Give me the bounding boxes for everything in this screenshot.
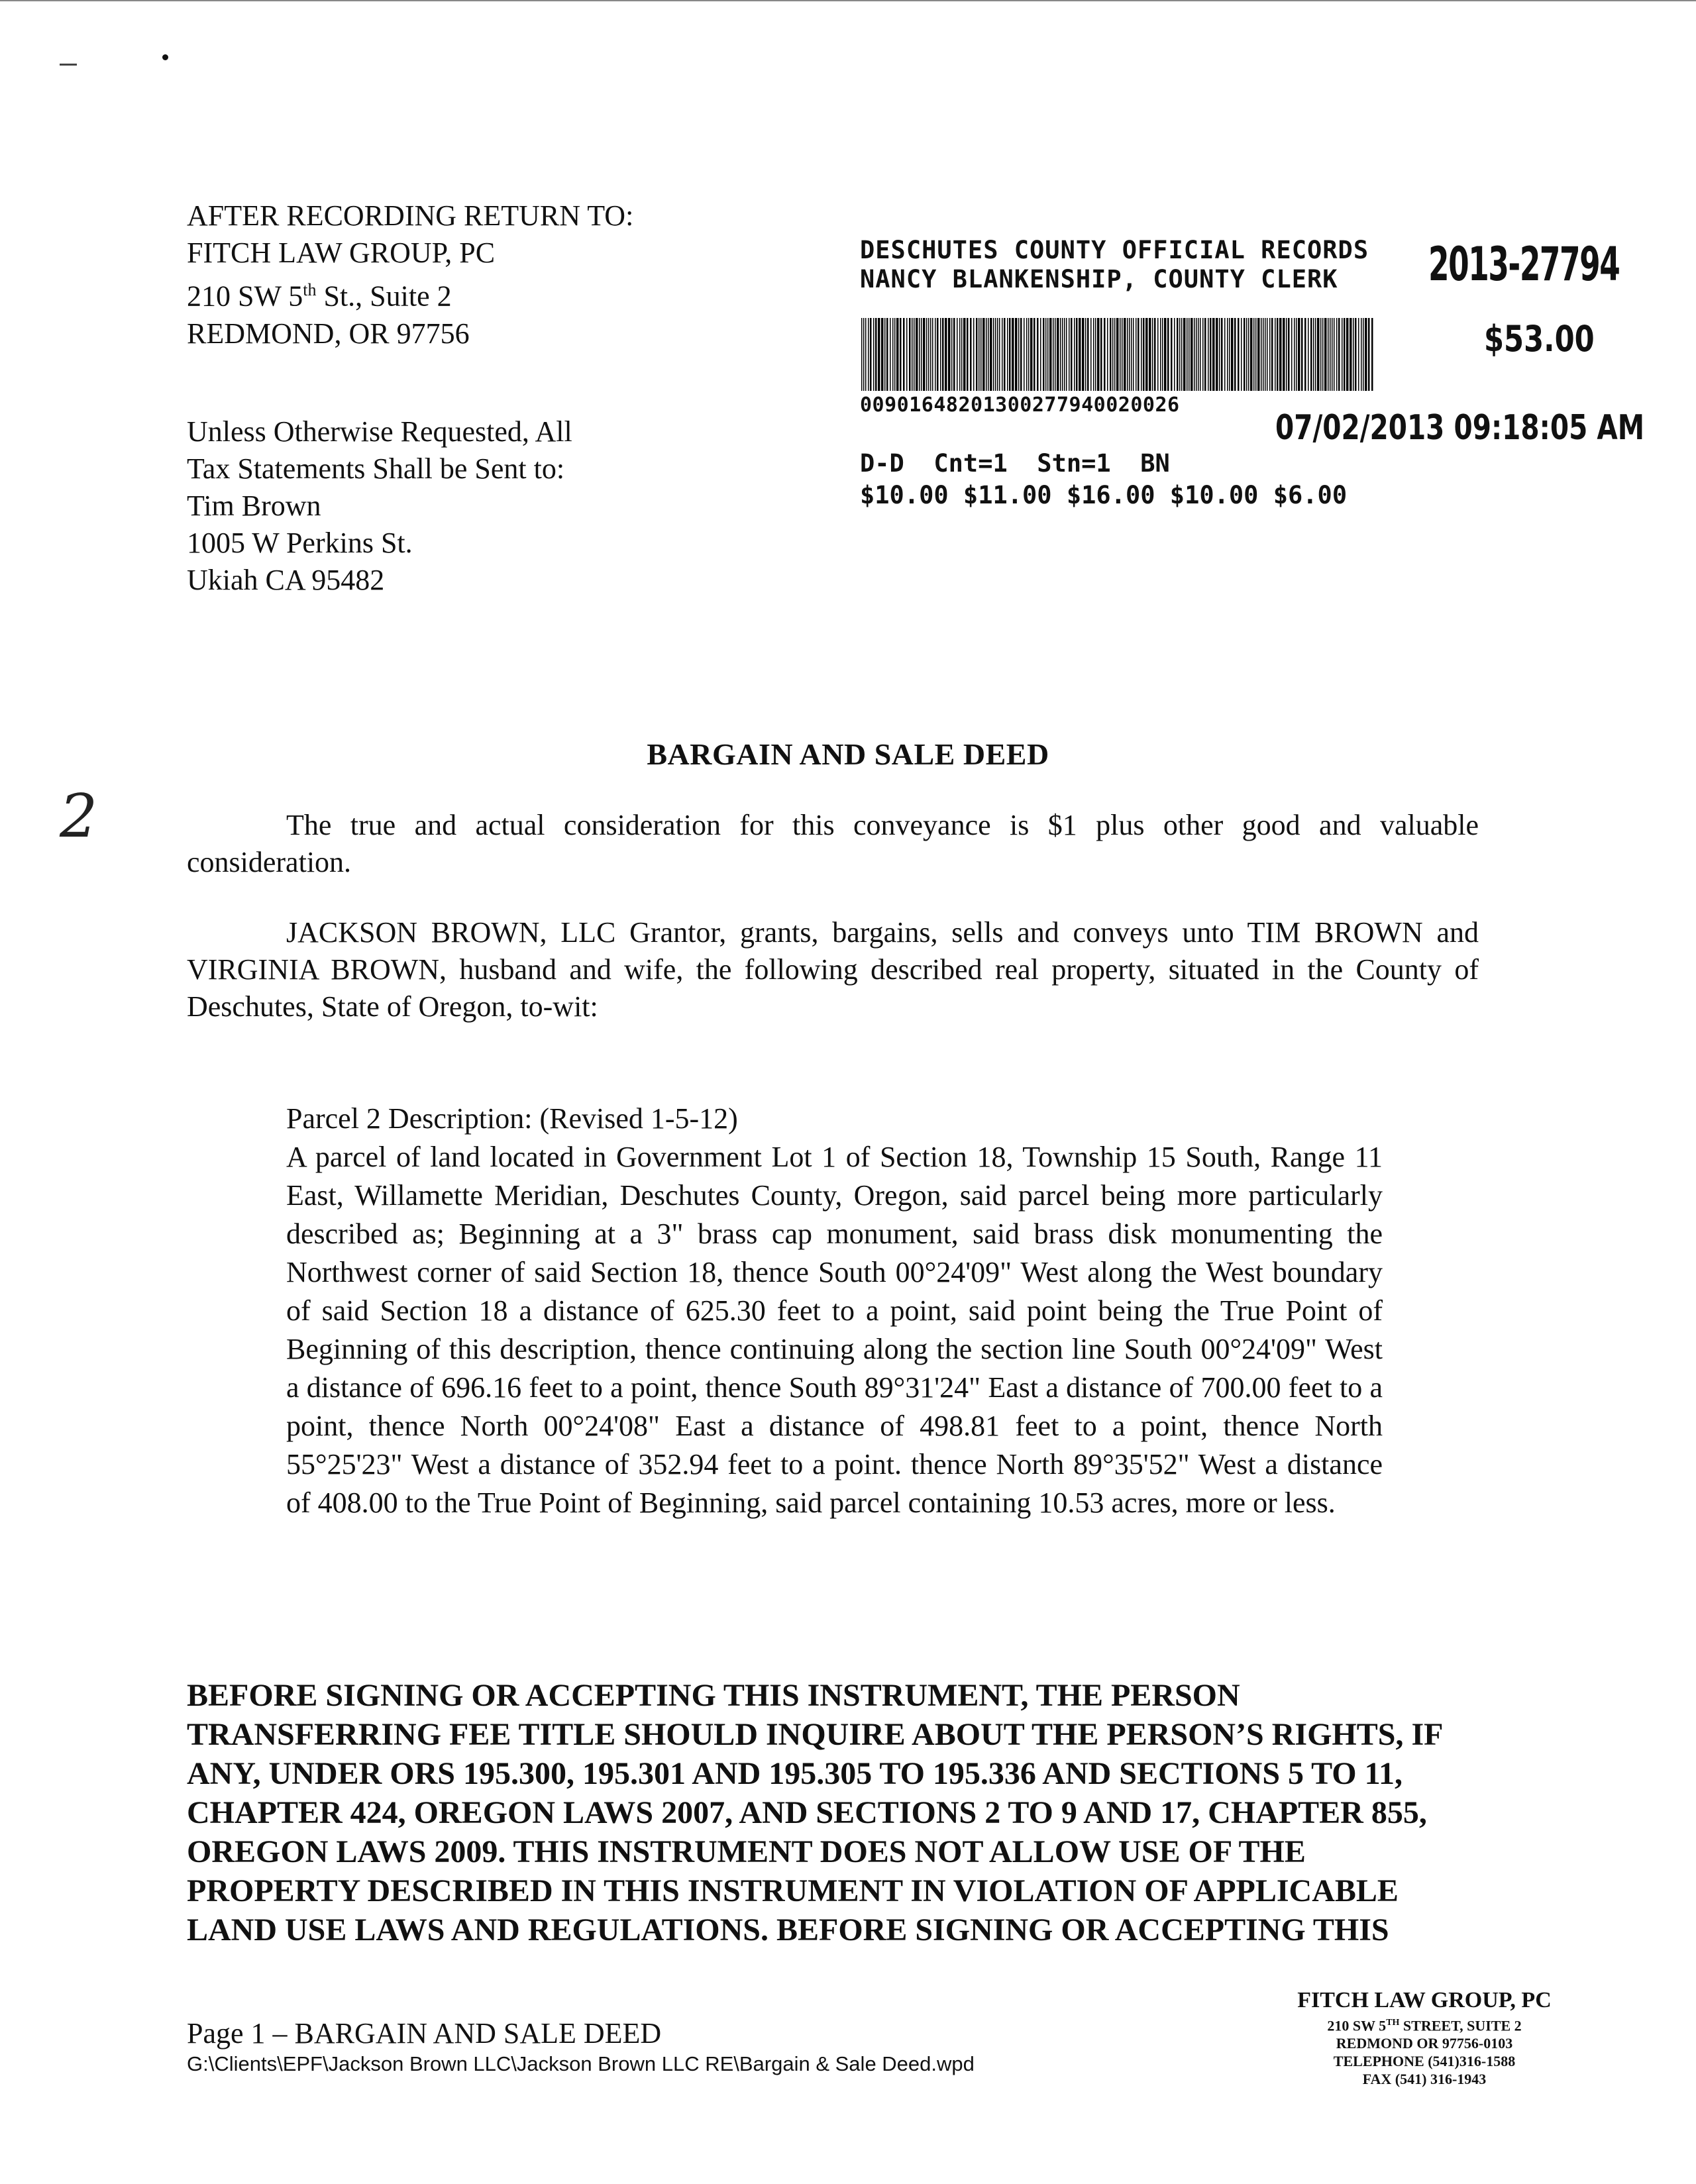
return-to-heading: AFTER RECORDING RETURN TO: — [187, 199, 634, 232]
parcel-description — [286, 1100, 1383, 1522]
firm-street — [1272, 2014, 1577, 2034]
recording-number: 2013-27794 — [1428, 237, 1620, 291]
records-office-line-1: DESCHUTES COUNTY OFFICIAL RECORDS — [860, 236, 1369, 264]
scan-speck — [162, 54, 168, 60]
handwritten-page-mark: 2 — [60, 782, 98, 851]
tax-name: Tim Brown — [187, 490, 321, 522]
grant-paragraph: JACKSON BROWN, LLC Grantor, grants, bargains, sells and conveys unto TIM BROWN and VIRGINIA BROWN, husband and wife, the following described real property, situated in the County of Deschutes, State of Oregon, to-wit: — [187, 916, 1479, 1023]
file-path: G:\Clients\EPF\Jackson Brown LLC\Jackson Brown LLC RE\Bargain & Sale Deed.wpd — [187, 2052, 975, 2075]
scan-speck — [60, 64, 77, 66]
barcode-digits: 00901648201300277940020026 — [860, 393, 1180, 417]
recording-codes: D-D Cnt=1 Stn=1 BN — [860, 449, 1170, 478]
tax-line-2: Tax Statements Shall be Sent to: — [187, 452, 565, 485]
records-office-line-2: NANCY BLANKENSHIP, COUNTY CLERK — [860, 265, 1338, 293]
street-number: 210 SW 5 — [187, 280, 303, 313]
barcode-icon — [860, 318, 1377, 391]
parcel-heading: Parcel 2 Description: (Revised 1-5-12) — [286, 1102, 738, 1135]
firm-ordinal-suffix: TH — [1386, 2018, 1400, 2028]
firm-city: REDMOND OR 97756-0103 — [1336, 2035, 1513, 2052]
statutory-warning: BEFORE SIGNING OR ACCEPTING THIS INSTRUMENT, THE PERSON TRANSFERRING FEE TITLE SHOULD INQUIRE ABOUT THE PERSON’S RIGHTS, IF ANY, UNDER ORS 195.300, 195.301 AND 195.305 TO 195.336 AND SECTIONS 5 TO 11, CHAPTER 424, OREGON LAWS 2007, AND SECTIONS 2 TO 9 AND 17, CHAPTER 855, OREGON LAWS 2009. THIS INSTRUMENT DOES NOT ALLOW USE OF THE PROPERTY DESCRIBED IN THIS INSTRUMENT IN VIOLATION OF APPLICABLE LAND USE LAWS AND REGULATIONS. BEFORE SIGNING OR ACCEPTING THIS — [187, 1678, 1442, 1948]
top-edge-rule — [0, 0, 1696, 1]
page-footer — [187, 2016, 975, 2077]
document-title: BARGAIN AND SALE DEED — [647, 737, 1049, 771]
return-to-firm: FITCH LAW GROUP, PC — [187, 236, 496, 269]
recording-datetime: 07/02/2013 09:18:05 AM — [1275, 408, 1645, 448]
parcel-body: A parcel of land located in Government Lot 1 of Section 18, Township 15 South, Range 11 East, Willamette Meridian, Deschutes County, Oregon, said parcel being more particularly described as; Beginning at a 3" brass cap monument, said brass disk monumenting the Northwest corner of said Section 18, thence South 00°24'09" West along the West boundary of said Section 18 a distance of 625.30 feet to a point, said point being the True Point of Beginning of this description, thence continuing along the section line South 00°24'09" West a distance of 696.16 feet to a point, thence South 89°31'24" East a distance of 700.00 feet to a point, thence North 00°24'08" East a distance of 498.81 feet to a point, thence North 55°25'23" West a distance of 352.94 feet to a point. thence North 89°35'52" West a distance of 408.00 to the True Point of Beginning, said parcel containing 10.53 acres, more or less. — [286, 1141, 1383, 1519]
firm-letterhead — [1272, 1987, 1577, 2088]
consideration-paragraph: The true and actual consideration for this conveyance is $1 plus other good and valuable consideration. — [187, 809, 1479, 878]
tax-line-1: Unless Otherwise Requested, All — [187, 415, 572, 448]
firm-fax: FAX (541) 316-1943 — [1362, 2071, 1487, 2088]
recording-fee-breakdown: $10.00 $11.00 $16.00 $10.00 $6.00 — [860, 481, 1348, 509]
tax-statements-block — [187, 413, 572, 599]
street-rest: St., Suite 2 — [316, 280, 452, 313]
return-to-block — [187, 197, 633, 352]
firm-name: FITCH LAW GROUP, PC — [1297, 1988, 1552, 2012]
firm-phone: TELEPHONE (541)316-1588 — [1333, 2053, 1516, 2070]
tax-street: 1005 W Perkins St. — [187, 527, 413, 559]
page-label: Page 1 – BARGAIN AND SALE DEED — [187, 2017, 662, 2050]
return-to-street — [187, 272, 633, 315]
tax-city: Ukiah CA 95482 — [187, 564, 385, 596]
ordinal-suffix: th — [303, 280, 317, 299]
firm-street-rest: STREET, SUITE 2 — [1399, 2017, 1522, 2034]
return-to-city: REDMOND, OR 97756 — [187, 317, 470, 350]
recording-fee: $53.00 — [1484, 318, 1595, 360]
firm-street-number: 210 SW 5 — [1327, 2017, 1387, 2034]
